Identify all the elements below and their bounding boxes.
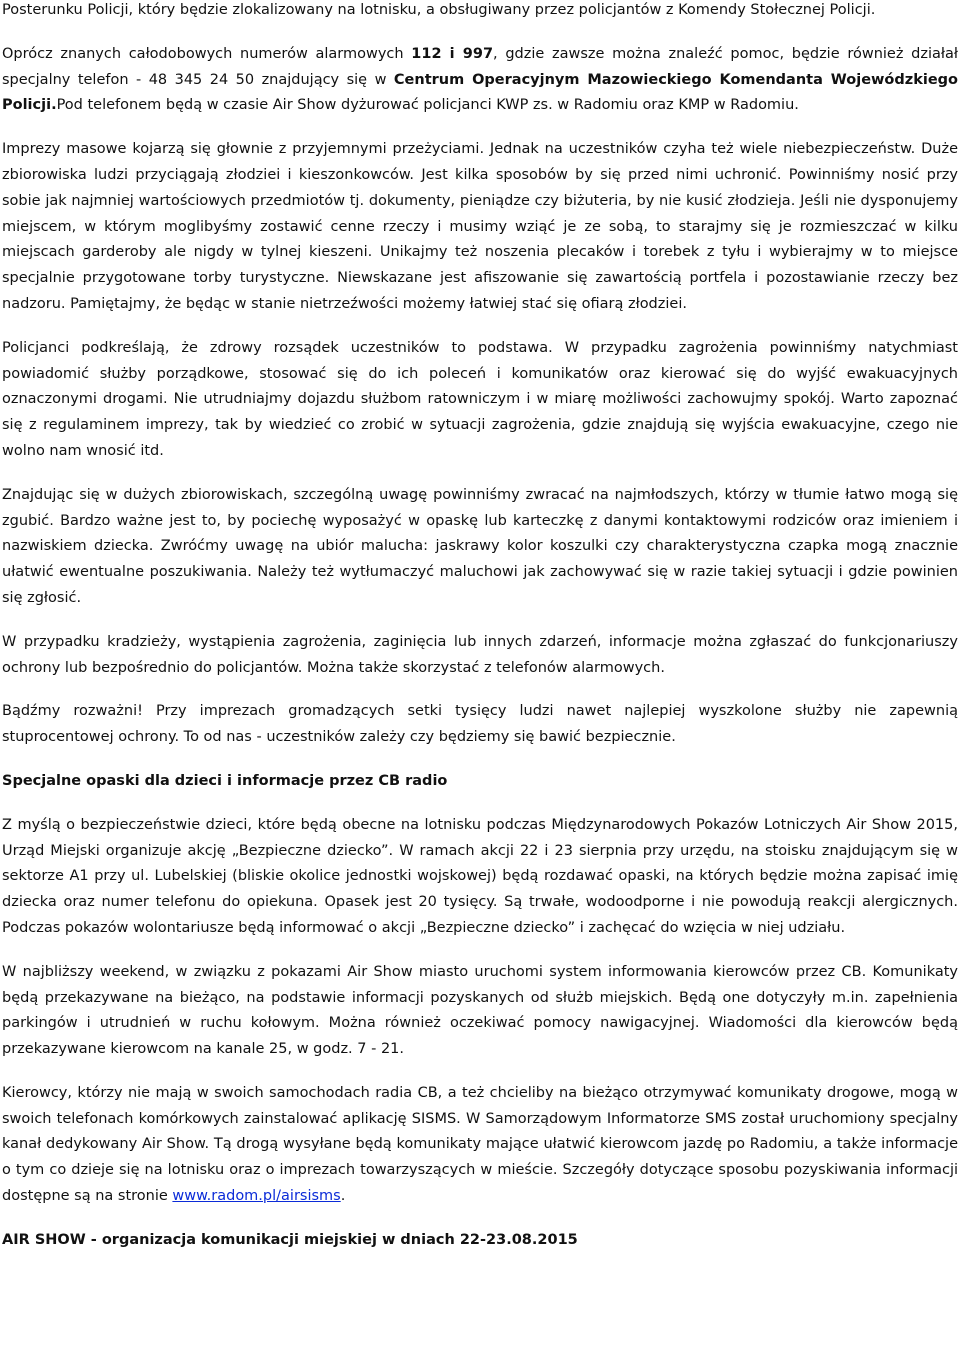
- paragraph-text: Bądźmy rozważni! Przy imprezach gromadzących setki tysięcy ludzi nawet najlepiej wyszkolone służby nie zapewnią stuprocentowej ochrony. To od nas - uczestników zależy czy będziemy się bawić bezpiecznie.: [2, 703, 958, 746]
- emergency-numbers: 112 i 997: [411, 45, 494, 62]
- footer-title: AIR SHOW - organizacja komunikacji miejskiej w dniach 22-23.08.2015: [2, 1231, 578, 1248]
- paragraph-text: Oprócz znanych całodobowych numerów alarmowych: [2, 45, 412, 62]
- paragraph-text: Z myślą o bezpieczeństwie dzieci, które będą obecne na lotnisku podczas Międzynarodowych Pokazów Lotniczych Air Show 2015, Urząd Miejski organizuje akcję „Bezpieczne dziecko”. W ramach akcji 22 i 23 sierpnia przy urzędu, na stoisku znajdującym się w sektorze A1 przy ul. Lubelskiej (bliskie okolice jednostki wojskowej) będą rozdawać opaski, na których będzie można zapisać imię dziecka oraz numer telefonu do opiekuna. Opasek jest 20 tysięcy. Są trwałe, wodoodporne i nie powodują reakcji alergicznych. Podczas pokazów wolontariusze będą informować o akcji „Bezpieczne dziecko” i zachęcać do wzięcia w niej udziału.: [2, 816, 958, 936]
- paragraph-text: W najbliższy weekend, w związku z pokazami Air Show miasto uruchomi system informowania kierowców przez CB. Komunikaty będą przekazywane na bieżąco, na podstawie informacji pozyskanych od służb miejskich. Będą one dotyczyły m.in. zapełnienia parkingów i utrudnień w ruchu kołowym. Można również oczekiwać pomocy nawigacyjnej. Wiadomości dla kierowców będą przekazywane kierowcom na kanale 25, w godz. 7 - 21.: [2, 963, 958, 1058]
- paragraph-intro-continuation: [2, 0, 958, 24]
- paragraph-safe-child-bands: [2, 813, 958, 942]
- paragraph-theft-safety: [2, 137, 958, 318]
- paragraph-text: .: [340, 1188, 346, 1205]
- paragraph-common-sense: [2, 336, 958, 465]
- operations-center-name: Centrum Operacyjnym Mazowieckiego Komendanta Wojewódzkiego Policji.: [2, 71, 958, 114]
- paragraph-text: Posterunku Policji, który będzie zlokalizowany na lotnisku, a obsługiwany przez policjantów z Komendy Stołecznej Policji.: [2, 2, 876, 18]
- paragraph-emergency-numbers: [2, 42, 958, 119]
- section-heading: Specjalne opaski dla dzieci i informacje przez CB radio: [2, 772, 448, 789]
- paragraph-cb-radio: [2, 960, 958, 1063]
- paragraph-text: , gdzie zawsze można znaleźć pomoc, będzie również działał specjalny telefon - 48 345 24 50 znajdujący się w: [2, 45, 958, 88]
- paragraph-children-safety: [2, 483, 958, 612]
- airsisms-link[interactable]: www.radom.pl/airsisms: [172, 1188, 341, 1205]
- paragraph-be-careful: [2, 699, 958, 751]
- paragraph-sisms-app: [2, 1081, 958, 1210]
- paragraph-text: Policjanci podkreślają, że zdrowy rozsądek uczestników to podstawa. W przypadku zagrożenia powinniśmy natychmiast powiadomić służby porządkowe, stosować się do ich poleceń i komunikatów oraz kierować się do wyjść ewakuacyjnych oznaczonymi drogami. Nie utrudniajmy dojazdu służbom ratowniczym i w miarę możliwości zachowujmy spokój. Warto zapoznać się z regulaminem imprezy, tak by wiedzieć co zrobić w sytuacji zagrożenia, gdzie znajdują się wyjścia ewakuacyjne, czego nie wolno nam wnosić itd.: [2, 339, 958, 459]
- paragraph-text: Kierowcy, którzy nie mają w swoich samochodach radia CB, a też chcieliby na bieżąco otrzymywać komunikaty drogowe, mogą w swoich telefonach komórkowych zainstalować aplikację SISMS. W Samorządowym Informatorze SMS został uruchomiony specjalny kanał dedykowany Air Show. Tą drogą wysyłane będą komunikaty mające ułatwić kierowcom jazdę po Radomiu, a także informacje o tym co dzieje się na lotnisku oraz o imprezach towarzyszących w mieście. Szczegóły dotyczące sposobu pozyskiwania informacji dostępne są na stronie: [2, 1084, 958, 1205]
- paragraph-text: Pod telefonem będą w czasie Air Show dyżurować policjanci KWP zs. w Radomiu oraz KMP w Radomiu.: [56, 97, 799, 114]
- paragraph-reporting: [2, 630, 958, 682]
- paragraph-text: W przypadku kradzieży, wystąpienia zagrożenia, zaginięcia lub innych zdarzeń, informacje można zgłaszać do funkcjonariuszy ochrony lub bezpośrednio do policjantów. Można także skorzystać z telefonów alarmowych.: [2, 633, 958, 676]
- paragraph-text: Znajdując się w dużych zbiorowiskach, szczególną uwagę powinniśmy zwracać na najmłodszych, którzy w tłumie łatwo mogą się zgubić. Bardzo ważne jest to, by pociechę wyposażyć w opaskę lub karteczkę z danymi kontaktowymi rodziców oraz imieniem i nazwiskiem dziecka. Zwróćmy uwagę na ubiór malucha: jaskrawy kolor koszulki czy charakterystyczna czapka mogą znacznie ułatwić ewentualne poszukiwania. Należy też wytłumaczyć maluchowi jak zachowywać się w razie takiej sytuacji i gdzie powinien się zgłosić.: [2, 486, 958, 606]
- paragraph-text: Imprezy masowe kojarzą się głownie z przyjemnymi przeżyciami. Jednak na uczestników czyha też wiele niebezpieczeństw. Duże zbiorowiska ludzi przyciągają złodziei i kieszonkowców. Jest kilka sposobów by się przed nimi uchronić. Powinniśmy nosić przy sobie jak najmniej wartościowych przedmiotów tj. dokumenty, pieniądze czy biżuteria, by nie kusić złodzieja. Jeśli nie dysponujemy miejscem, w którym moglibyśmy zostawić cenne rzeczy i musimy wziąć je ze sobą, to starajmy się je rozmieszczać w kilku miejscach garderoby ale nigdy w tylnej kieszeni. Unikajmy też noszenia plecaków i torebek z tyłu i wybierajmy w to miejsce specjalnie przygotowane torby turystyczne. Niewskazane jest afiszowanie się zawartością portfela i pozostawianie rzeczy bez nadzoru. Pamiętajmy, że będąc w stanie nietrzeźwości możemy łatwiej stać się ofiarą złodziei.: [2, 141, 958, 312]
